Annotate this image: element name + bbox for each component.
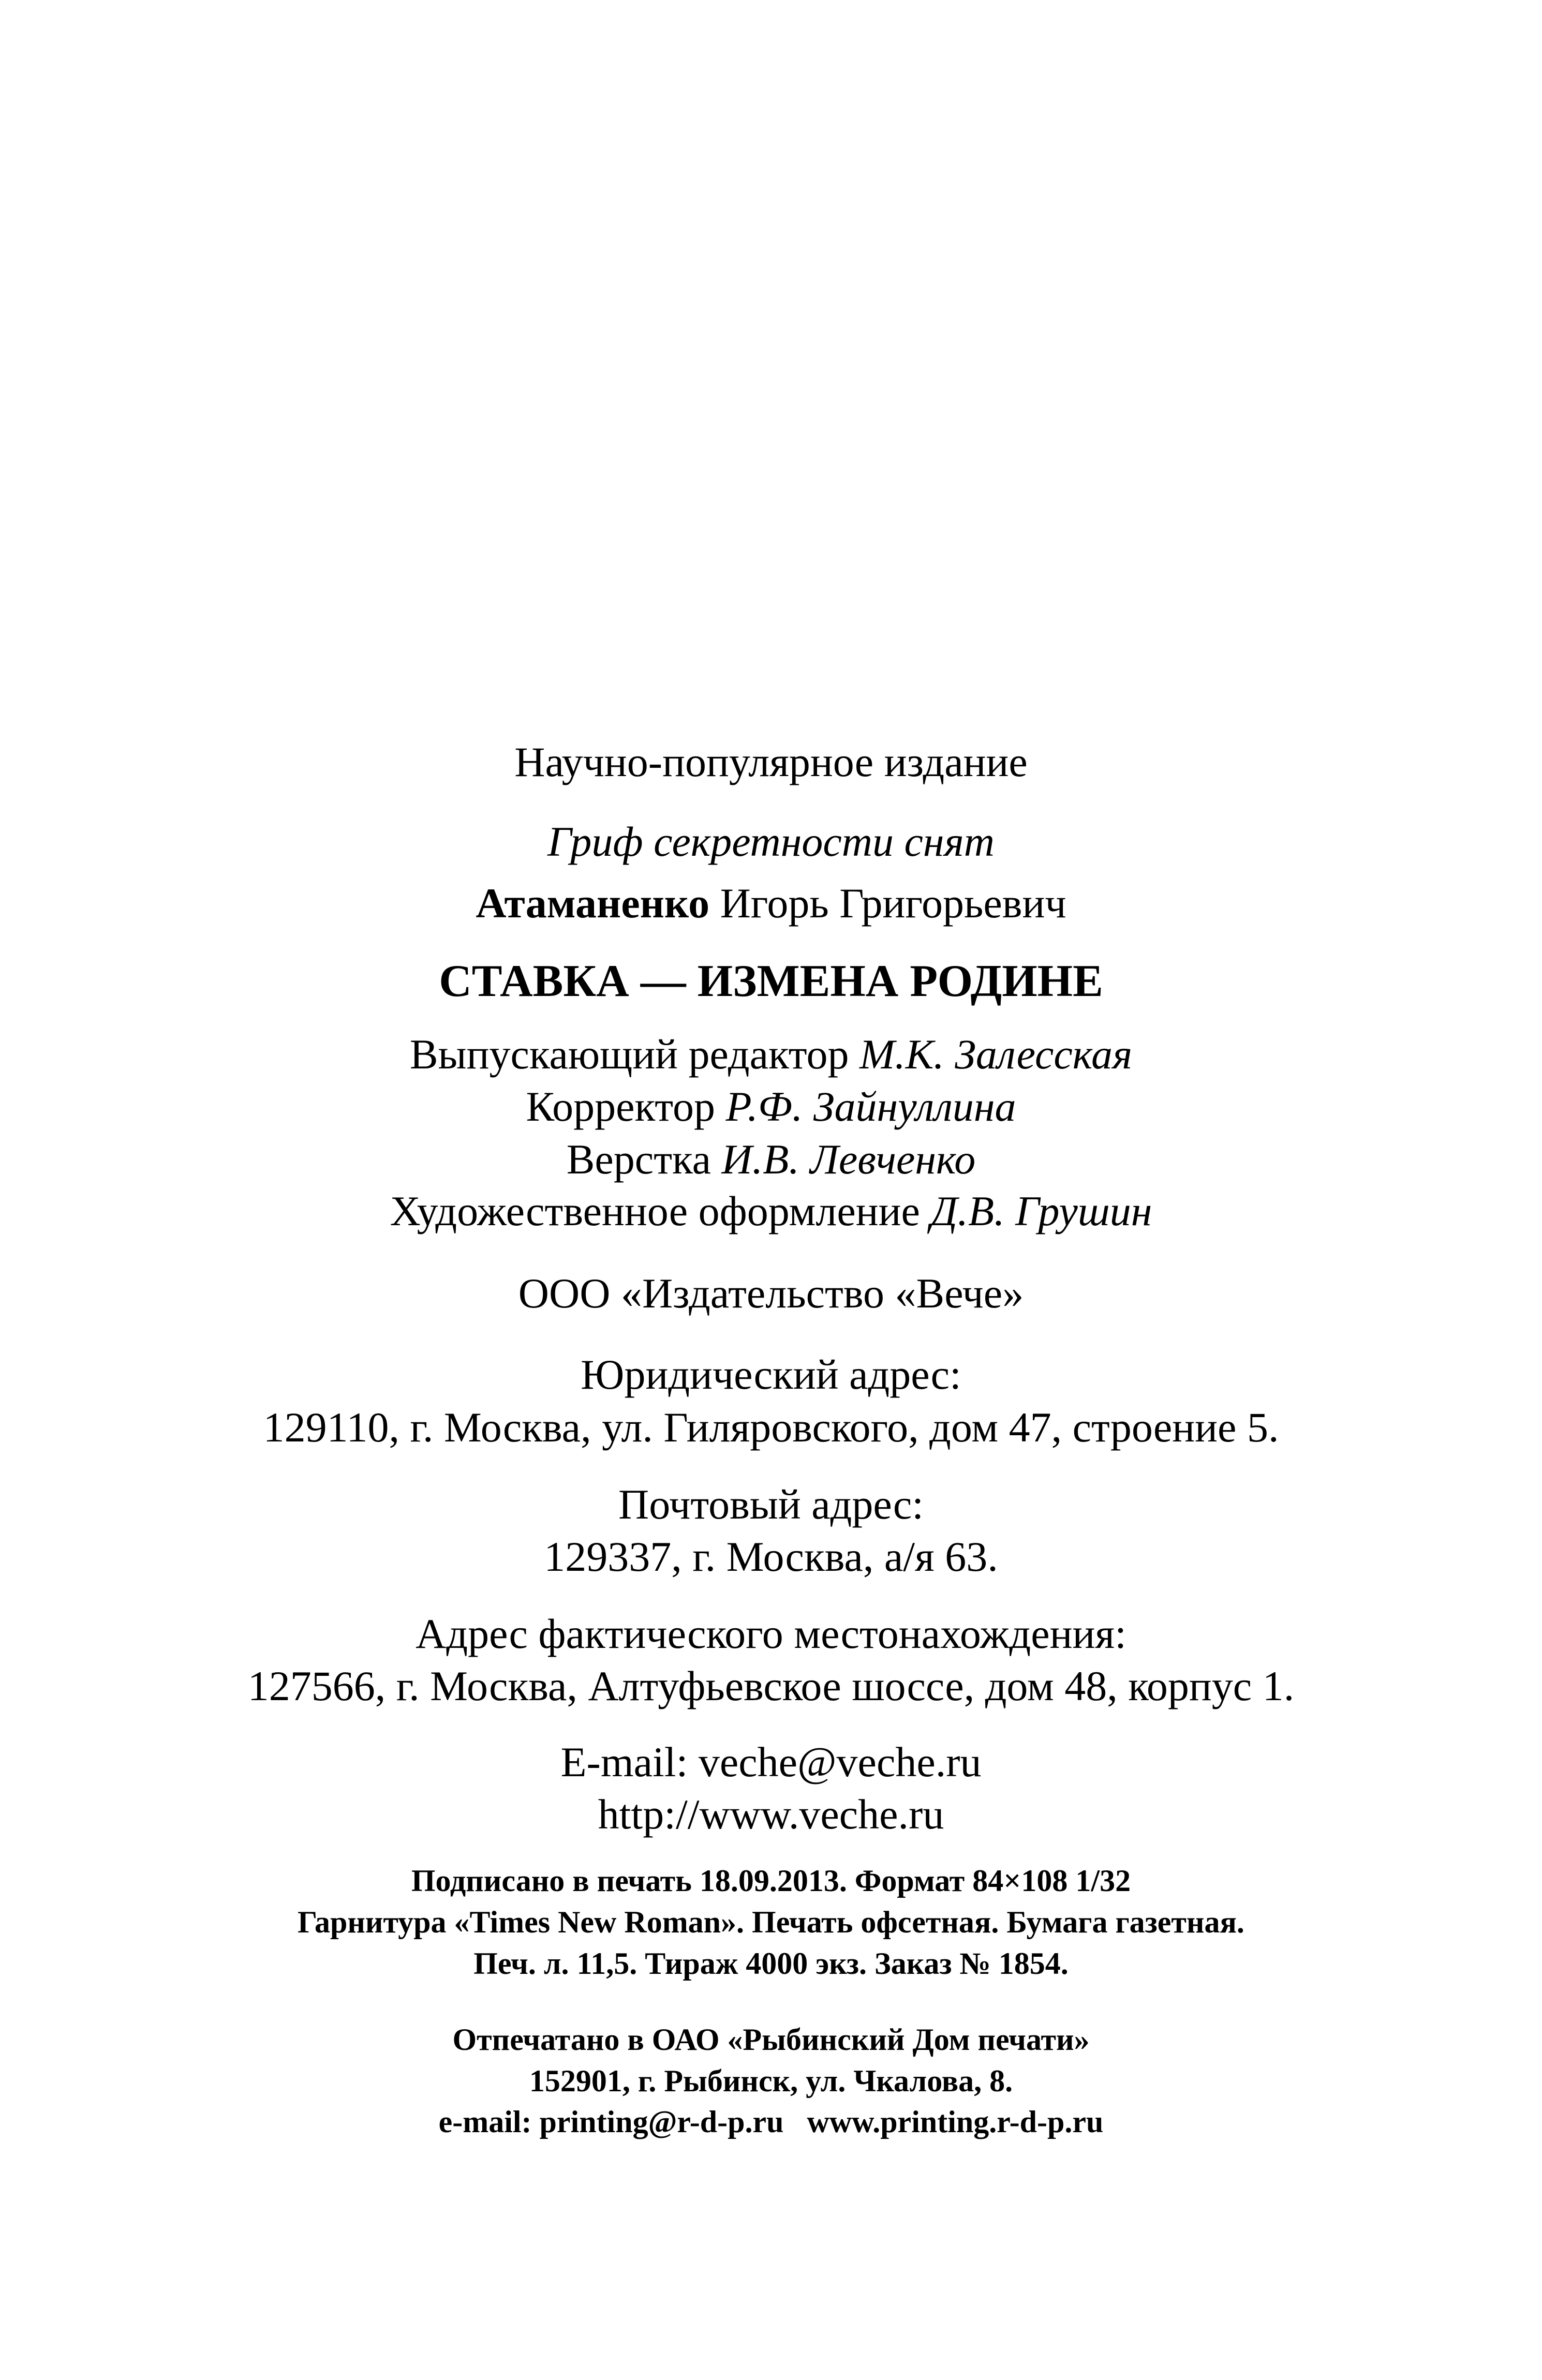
sheets-info: Печ. л. 11,5. Тираж 4000 экз. Заказ № 1854.	[473, 1946, 1069, 1981]
postal-address: 129337, г. Москва, а/я 63.	[544, 1533, 998, 1580]
publisher-email: E-mail: veche@veche.ru	[560, 1738, 982, 1786]
publisher-website: http://www.veche.ru	[598, 1791, 944, 1838]
printer-name: Отпечатано в ОАО «Рыбинский Дом печати»	[452, 2022, 1090, 2057]
staff-line	[0, 1138, 1542, 1181]
publisher: ООО «Издательство «Вече»	[518, 1270, 1024, 1317]
staff-line	[0, 1085, 1542, 1128]
staff-name: И.В. Левченко	[721, 1136, 976, 1183]
staff-name: Д.В. Грушин	[930, 1187, 1152, 1234]
printer-address: 152901, г. Рыбинск, ул. Чкалова, 8.	[529, 2064, 1013, 2098]
staff-role: Корректор	[526, 1083, 716, 1130]
staff-line	[0, 1187, 1542, 1234]
staff-name: М.К. Залесская	[859, 1031, 1133, 1078]
legal-address: 129110, г. Москва, ул. Гиляровского, дом 47, строение 5.	[263, 1404, 1279, 1451]
actual-address: 127566, г. Москва, Алтуфьевское шоссе, дом 48, корпус 1.	[247, 1662, 1295, 1709]
staff-line	[0, 1033, 1542, 1076]
format-fraction: 1/32	[1075, 1864, 1131, 1898]
staff-role: Выпускающий редактор	[409, 1031, 849, 1078]
staff-name: Р.Ф. Зайнуллина	[725, 1083, 1016, 1130]
author-given: Игорь Григорьевич	[720, 880, 1066, 927]
author-line	[0, 882, 1542, 925]
series: Гриф секретности снят	[547, 818, 995, 865]
staff-role: Художественное оформление	[390, 1187, 920, 1234]
typeface-info: Гарнитура «Times New Roman». Печать офсетная. Бумага газетная.	[298, 1905, 1244, 1939]
genre: Научно-популярное издание	[514, 738, 1028, 785]
signed-text: Подписано в печать 18.09.2013. Формат 84×108	[411, 1864, 1068, 1898]
postal-address-label: Почтовый адрес:	[618, 1481, 924, 1528]
printer-contacts: e-mail: printing@r-d-p.ru www.printing.r-d-p.ru	[438, 2105, 1104, 2139]
legal-address-label: Юридический адрес:	[581, 1351, 961, 1398]
author-surname: Атаманенко	[476, 880, 710, 927]
actual-address-label: Адрес фактического местонахождения:	[416, 1610, 1126, 1657]
staff-role: Верстка	[566, 1136, 711, 1183]
signed-to-print	[0, 1865, 1542, 1896]
book-title: СТАВКА — ИЗМЕНА РОДИНЕ	[439, 956, 1103, 1006]
